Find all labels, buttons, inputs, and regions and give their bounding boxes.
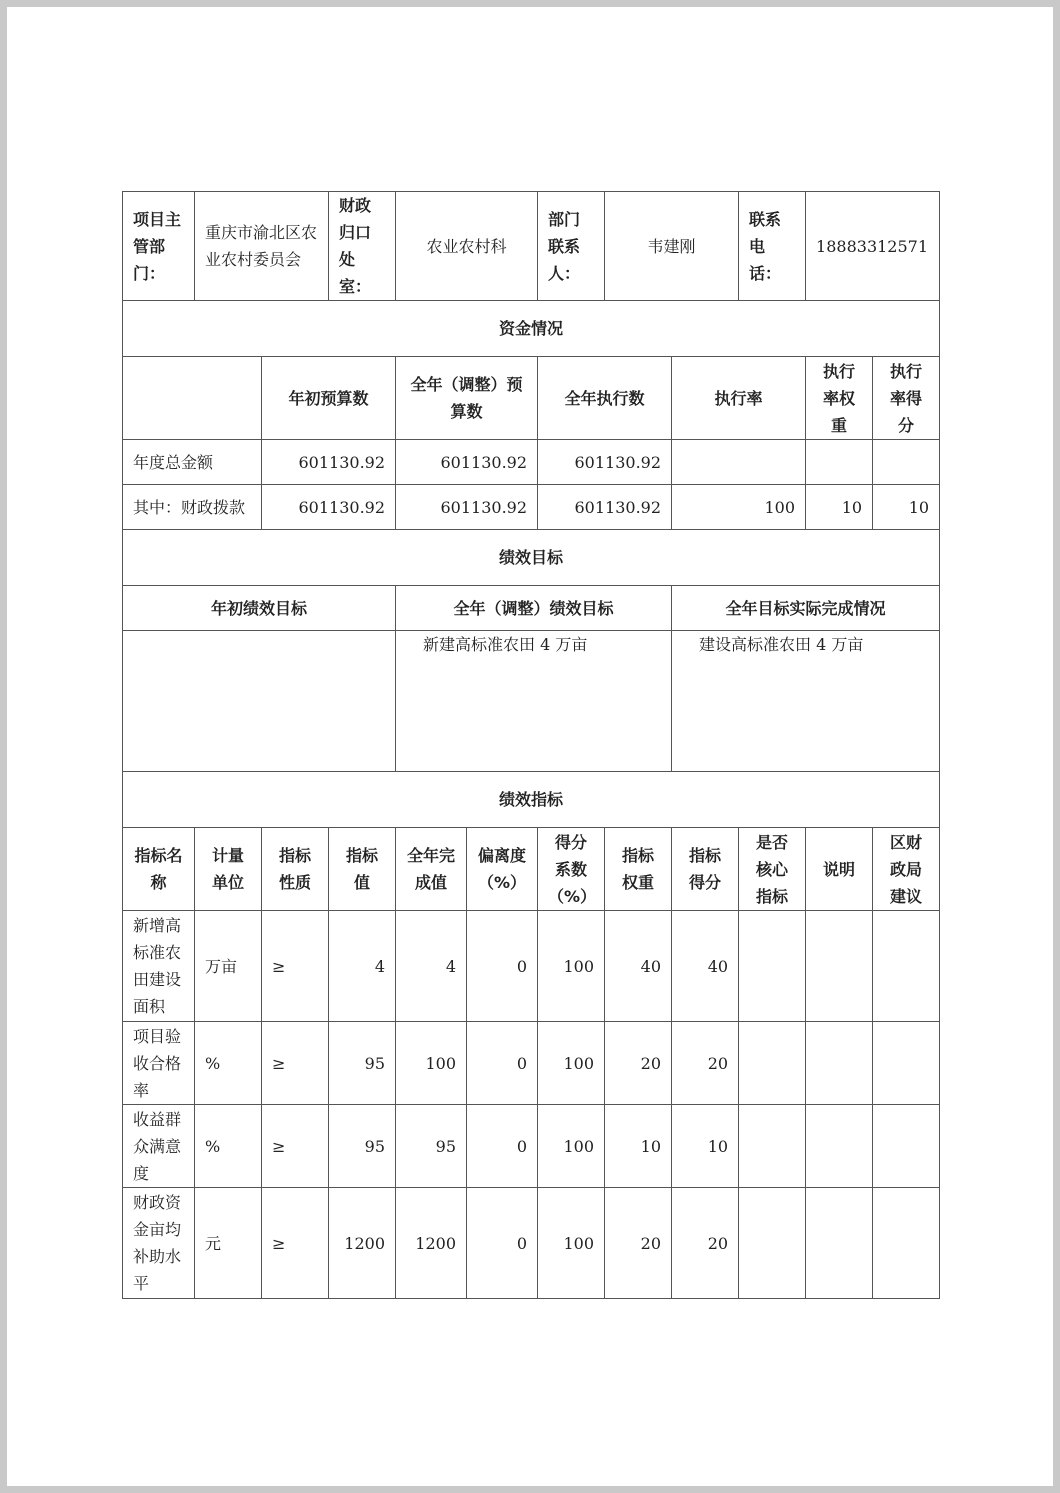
funds-col-executed: 全年执行数 [538,357,672,440]
ind-deviation: 0 [467,911,538,1022]
ind-unit: 万亩 [195,911,262,1022]
ind-done: 100 [396,1022,467,1105]
ind-core [739,1188,806,1299]
contact-label: 部门联系人： [538,192,605,301]
ind-coef: 100 [538,1188,605,1299]
ind-col-nature: 指标性质 [262,828,329,911]
goals-section-title: 绩效目标 [123,530,940,586]
ind-core [739,1105,806,1188]
dept-label: 项目主管部门： [123,192,195,301]
ind-target: 1200 [329,1188,396,1299]
ind-name: 项目验收合格率 [123,1022,195,1105]
funds-row-label: 年度总金额 [123,440,262,485]
ind-nature: ≥ [262,1022,329,1105]
ind-deviation: 0 [467,1105,538,1188]
ind-weight: 20 [605,1022,672,1105]
funds-col-weight: 执行率权重 [806,357,873,440]
funds-col-adjusted: 全年（调整）预算数 [396,357,538,440]
ind-weight: 20 [605,1188,672,1299]
ind-advice [873,1188,940,1299]
ind-score: 40 [672,911,739,1022]
ind-score: 20 [672,1022,739,1105]
ind-name: 收益群众满意度 [123,1105,195,1188]
ind-col-note: 说明 [806,828,873,911]
ind-col-done: 全年完成值 [396,828,467,911]
funds-cell [806,440,873,485]
ind-note [806,1105,873,1188]
ind-col-score: 指标得分 [672,828,739,911]
ind-target: 95 [329,1105,396,1188]
funds-header-row [123,357,940,440]
ind-col-target: 指标值 [329,828,396,911]
ind-core [739,911,806,1022]
ind-name: 财政资金亩均补助水平 [123,1188,195,1299]
ind-col-deviation: 偏离度（%） [467,828,538,911]
goals-col-initial: 年初绩效目标 [123,586,396,631]
ind-col-name: 指标名称 [123,828,195,911]
ind-done: 4 [396,911,467,1022]
ind-done: 1200 [396,1188,467,1299]
ind-col-unit: 计量单位 [195,828,262,911]
funds-col-budget: 年初预算数 [262,357,396,440]
ind-advice [873,1022,940,1105]
funds-cell: 601130.92 [262,440,396,485]
funds-cell: 601130.92 [396,440,538,485]
phone-value: 18883312571 [806,192,940,301]
goal-actual-text: 建设高标准农田 4 万亩 [672,631,940,772]
ind-coef: 100 [538,911,605,1022]
funds-cell: 601130.92 [396,485,538,530]
ind-coef: 100 [538,1022,605,1105]
ind-coef: 100 [538,1105,605,1188]
dept-value: 重庆市渝北区农业农村委员会 [195,192,329,301]
finance-value: 农业农村科 [396,192,538,301]
ind-deviation: 0 [467,1022,538,1105]
goal-initial-text [123,631,396,772]
ind-col-core: 是否核心指标 [739,828,806,911]
ind-col-coef: 得分系数（%） [538,828,605,911]
performance-table [122,191,940,1299]
funds-cell: 100 [672,485,806,530]
ind-target: 4 [329,911,396,1022]
ind-score: 10 [672,1105,739,1188]
ind-unit: 元 [195,1188,262,1299]
funds-col-score: 执行率得分 [873,357,940,440]
ind-nature: ≥ [262,1105,329,1188]
ind-target: 95 [329,1022,396,1105]
funds-cell [672,440,806,485]
contact-value: 韦建刚 [605,192,739,301]
funds-section-title: 资金情况 [123,301,940,357]
indicators-header-row [123,828,940,911]
ind-done: 95 [396,1105,467,1188]
goals-col-adjusted: 全年（调整）绩效目标 [396,586,672,631]
ind-name: 新增高标准农田建设面积 [123,911,195,1022]
ind-unit: % [195,1105,262,1188]
indicator-row [123,1188,940,1299]
funds-cell: 10 [806,485,873,530]
funds-cell: 601130.92 [538,485,672,530]
ind-advice [873,1105,940,1188]
goal-adjusted-text: 新建高标准农田 4 万亩 [396,631,672,772]
indicator-row [123,1105,940,1188]
funds-cell: 601130.92 [538,440,672,485]
goals-col-actual: 全年目标实际完成情况 [672,586,940,631]
goals-content-row [123,631,940,772]
ind-nature: ≥ [262,1188,329,1299]
funds-cell: 10 [873,485,940,530]
header-row [123,192,940,301]
ind-note [806,1188,873,1299]
indicators-section-title: 绩效指标 [123,772,940,828]
ind-unit: % [195,1022,262,1105]
ind-weight: 10 [605,1105,672,1188]
funds-row [123,485,940,530]
goals-header-row [123,586,940,631]
finance-label: 财政归口处室： [329,192,396,301]
ind-deviation: 0 [467,1188,538,1299]
funds-col-rate: 执行率 [672,357,806,440]
phone-label: 联系电话： [739,192,806,301]
funds-corner-cell [123,357,262,440]
indicator-row [123,911,940,1022]
ind-advice [873,911,940,1022]
ind-col-weight: 指标权重 [605,828,672,911]
funds-row [123,440,940,485]
funds-cell: 601130.92 [262,485,396,530]
ind-note [806,1022,873,1105]
ind-score: 20 [672,1188,739,1299]
indicator-row [123,1022,940,1105]
ind-weight: 40 [605,911,672,1022]
ind-col-advice: 区财政局建议 [873,828,940,911]
ind-note [806,911,873,1022]
ind-core [739,1022,806,1105]
document-page [7,7,1053,1486]
funds-row-label: 其中：财政拨款 [123,485,262,530]
ind-nature: ≥ [262,911,329,1022]
funds-cell [873,440,940,485]
